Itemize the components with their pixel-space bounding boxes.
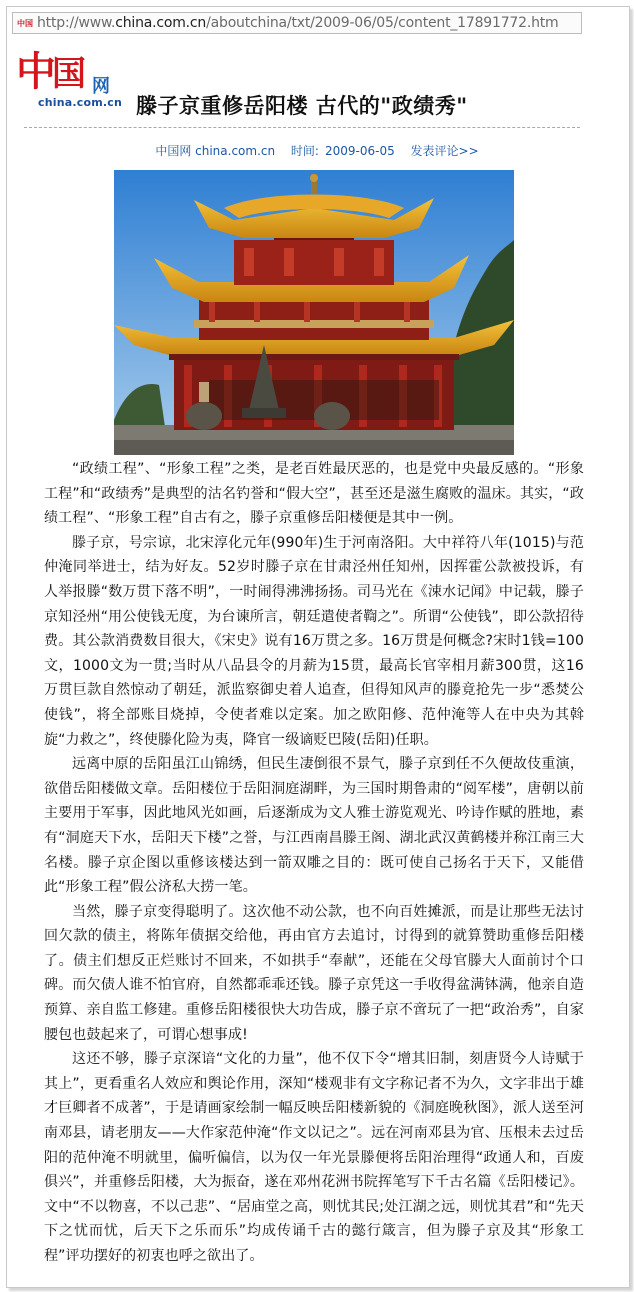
comment-link[interactable]: 发表评论>>: [410, 144, 479, 158]
address-bar[interactable]: [12, 12, 582, 34]
article-paragraph-3: 远离中原的岳阳虽江山锦绣，但民生凄倒很不景气，滕子京到任不久便故伎重演，欲借岳阳楼做文章。岳阳楼位于岳阳洞庭湖畔，为三国时期鲁肃的“阅军楼”，唐朝以前主要用于军事，因此地风光如画，后逐渐成为文人雅士游览观光、吟诗作赋的胜地，素有“洞庭天下水，岳阳天下楼”之誉，与江西南昌滕王阁、湖北武汉黄鹤楼并称江南三大名楼。滕子京企图以重修该楼达到一箭双雕之目的：既可使自己扬名于天下，又能借此“形象工程”假公济私大捞一笔。: [44, 756, 584, 896]
article-time-value: 2009-06-05: [324, 144, 395, 158]
article-paragraph-5: 这还不够，滕子京深谙“文化的力量”，他不仅下令“增其旧制，刻唐贤今人诗赋于其上”，更看重名人效应和舆论作用，深知“楼观非有文字称记者不为久，文字非出于雄才巨卿者不成著”，于是请画家绘制一幅反映岳阳楼新貌的《洞庭晚秋图》，派人送至河南邓县，请老朋友——大作家范仲淹“作文以记之”。远在河南邓县为官、压根未去过岳阳的范仲淹不明就里，偏听偏信，以为仅一年光景滕便将岳阳治理得“政通人和，百废俱兴”，并重修岳阳楼，大为振奋，遂在邓州花洲书院挥笔写下千古名篇《岳阳楼记》。文中“不以物喜，不以己悲”、“居庙堂之高，则忧其民;处江湖之远，则忧其君”和“先天下之忧而忧，后天下之乐而乐”均成传诵千古的懿行箴言，但为滕子京及其“形象工程”评功摆好的初衷也呼之欲出了。: [44, 1051, 584, 1264]
article-meta: [0, 142, 634, 159]
article-paragraph-2: 滕子京，号宗谅，北宋淳化元年(990年)生于河南洛阳。大中祥符八年(1015)与范仲淹同举进士，结为好友。52岁时滕子京在甘肃泾州任知州，因挥霍公款被投诉，有人举报滕“数万贯下落不明”，一时闹得沸沸扬扬。司马光在《涑水记闻》中记载，滕子京知泾州“用公使钱无度，为台谏所言，朝廷遣使者鞫之”。所谓“公使钱”，即公款招待费。其公款消费数目很大，《宋史》说有16万贯之多。16万贯是何概念?宋时1钱=100文，1000文为一贯;当时从八品县令的月薪为15贯，最高长官宰相月薪300贯，这16万贯巨款自然惊动了朝廷，派监察御史着人追查，但得知风声的滕竟抢先一步“悉焚公使钱”，将全部账目烧掉，令使者难以定案。加之欧阳修、范仲淹等人在中央为其斡旋“力救之”，终使滕化险为夷，降官一级谪贬巴陵(岳阳)任职。: [44, 534, 584, 748]
url-host: china.com.cn: [115, 15, 207, 31]
site-favicon-icon: 中国: [17, 17, 33, 28]
article-title: 滕子京重修岳阳楼 古代的"政绩秀": [136, 93, 468, 118]
article-body: [44, 457, 584, 1269]
url-path: /aboutchina/txt/2009-06/05/content_17891772.htm: [206, 15, 559, 31]
article-time-label: 时间:: [290, 144, 319, 158]
logo-char-1: 中: [16, 48, 56, 95]
title-divider: [24, 127, 580, 128]
article-source-link[interactable]: 中国网 china.com.cn: [155, 144, 276, 158]
address-url[interactable]: [37, 15, 558, 31]
logo-domain: china.com.cn: [38, 96, 123, 109]
logo-char-2: 国: [52, 54, 86, 94]
china-com-cn-logo[interactable]: [16, 50, 126, 112]
article-paragraph-1: “政绩工程”、“形象工程”之类，是老百姓最厌恶的，也是党中央最反感的。“形象工程”和“政绩秀”是典型的沽名钓誉和“假大空”，甚至还是滋生腐败的温床。其实，“政绩工程”、“形象工程”自古有之，滕子京重修岳阳楼便是其中一例。: [44, 461, 584, 527]
article-paragraph-4: 当然，滕子京变得聪明了。这次他不动公款，也不向百姓摊派，而是让那些无法讨回欠款的债主，将陈年债据交给他，再由官方去追讨，讨得到的就算赞助重修岳阳楼了。债主们想反正烂账讨不回来，不如拱手“奉献”，还能在父母官滕大人面前讨个口碑。而欠债人谁不怕官府，自然都乖乖还钱。滕子京凭这一手收得盆满钵满，他亲自造预算、亲自监工修建。重修岳阳楼很快大功告成，滕子京不啻玩了一把“政治秀”，自家腰包也鼓起来了，可谓心想事成!: [44, 903, 584, 1043]
logo-wang: 网: [92, 76, 110, 97]
url-prefix: http://www.: [37, 15, 116, 31]
yueyang-tower-photo: [114, 170, 514, 455]
